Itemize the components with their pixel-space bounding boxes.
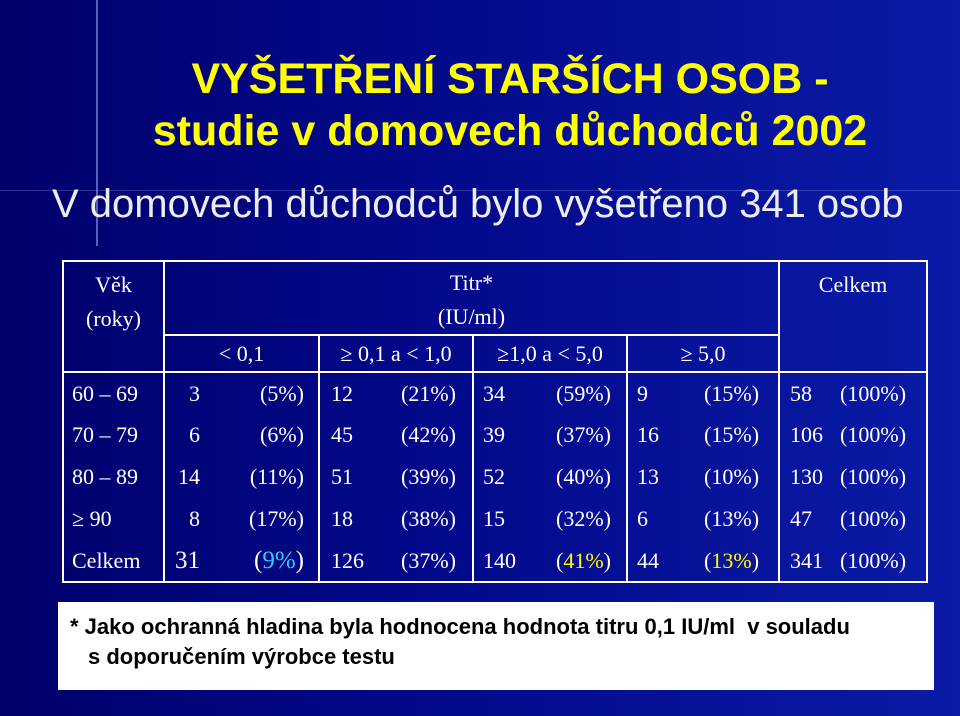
percent-number: 5%	[267, 380, 297, 406]
percent-number: 100%	[847, 380, 899, 406]
paren-open: (	[840, 422, 848, 447]
count-value: 6	[637, 506, 648, 531]
paren-open: (	[556, 506, 564, 531]
percent-value	[556, 548, 611, 574]
paren-close: )	[296, 380, 304, 406]
value-pair	[320, 381, 472, 407]
age-group-label: ≥ 90	[63, 498, 164, 540]
paren-close: )	[603, 380, 611, 406]
value-pair	[165, 464, 318, 490]
paren-close: )	[603, 506, 611, 531]
count-value: 130	[790, 464, 824, 489]
titer-range-header: ≥ 5,0	[627, 335, 779, 372]
value-pair	[165, 422, 318, 448]
paren-close: )	[448, 464, 456, 489]
count-value: 3	[189, 380, 200, 406]
percent-value	[401, 548, 456, 574]
percent-value	[556, 422, 611, 448]
age-group-label: 70 – 79	[63, 414, 164, 456]
paren-close: )	[751, 506, 760, 531]
table-header-row	[63, 261, 927, 335]
table-row	[63, 540, 927, 582]
table-header	[63, 261, 927, 372]
age-header-unit: (roky)	[86, 306, 141, 331]
percent-value	[704, 506, 759, 532]
titer-header-label: Titr*	[449, 270, 494, 295]
table-row	[63, 456, 927, 498]
titer-cell	[627, 372, 779, 414]
paren-close: )	[898, 464, 907, 489]
count-value: 140	[483, 547, 516, 573]
paren-open: (	[704, 547, 712, 573]
percent-number: 37%	[563, 422, 604, 447]
age-group-label: 60 – 69	[63, 372, 164, 414]
paren-close: )	[751, 547, 760, 573]
percent-number: 37%	[408, 547, 449, 573]
titer-cell	[319, 414, 473, 456]
titer-cell	[319, 456, 473, 498]
footnote-line-2: s doporučením výrobce testu	[88, 644, 395, 669]
paren-open: (	[260, 380, 268, 406]
percent-value	[556, 464, 611, 490]
paren-close: )	[898, 422, 907, 447]
value-pair	[474, 506, 626, 532]
paren-open: (	[249, 506, 257, 531]
age-column-header	[63, 261, 164, 372]
titer-cell	[627, 414, 779, 456]
count-value: 12	[331, 380, 353, 406]
titer-cell	[627, 456, 779, 498]
percent-value	[840, 422, 906, 448]
percent-number: 21%	[408, 380, 449, 406]
titer-cell	[473, 456, 627, 498]
slide-title-line-1: VYŠETŘENÍ STARŠÍCH OSOB -	[191, 55, 829, 103]
table-row	[63, 372, 927, 414]
paren-close: )	[898, 547, 907, 573]
percent-number: 42%	[408, 422, 449, 447]
value-pair	[474, 422, 626, 448]
paren-open: (	[401, 422, 409, 447]
titer-cell	[164, 414, 319, 456]
count-value: 58	[790, 380, 813, 406]
titer-cell	[627, 498, 779, 540]
percent-value	[401, 464, 456, 490]
total-column-header: Celkem	[779, 261, 927, 372]
paren-close: )	[448, 380, 456, 406]
paren-open: (	[260, 422, 268, 447]
titer-range-header: < 0,1	[164, 335, 319, 372]
percent-value	[260, 422, 304, 448]
percent-number: 10%	[711, 464, 752, 489]
percent-number: 38%	[408, 506, 449, 531]
paren-open: (	[840, 464, 848, 489]
paren-close: )	[296, 422, 304, 447]
paren-open: (	[840, 380, 848, 406]
value-pair	[628, 548, 778, 574]
titer-range-header: ≥ 0,1 a < 1,0	[319, 335, 473, 372]
paren-open: (	[401, 506, 409, 531]
percent-number: 59%	[563, 380, 604, 406]
count-value: 31	[175, 546, 200, 574]
titer-cell	[473, 540, 627, 582]
age-group-label: 80 – 89	[63, 456, 164, 498]
percent-number: 17%	[256, 506, 297, 531]
paren-open: (	[254, 546, 263, 574]
titer-cell	[473, 498, 627, 540]
paren-open: (	[704, 422, 712, 447]
paren-close: )	[603, 547, 611, 573]
table-row	[63, 498, 927, 540]
percent-number: 6%	[267, 422, 297, 447]
percent-number: 15%	[711, 380, 752, 406]
value-pair	[320, 506, 472, 532]
total-cell	[779, 540, 927, 582]
percent-value	[840, 548, 906, 574]
value-pair	[780, 464, 926, 490]
percent-value	[401, 381, 456, 407]
percent-number: 100%	[847, 422, 899, 447]
value-pair	[780, 381, 926, 407]
value-pair	[474, 548, 626, 574]
paren-close: )	[296, 464, 304, 489]
value-pair	[165, 547, 318, 575]
paren-open: (	[249, 464, 258, 489]
titer-cell	[164, 456, 319, 498]
count-value: 44	[637, 547, 659, 573]
age-header-label: Věk	[95, 272, 132, 297]
percent-value	[840, 381, 906, 407]
count-value: 341	[790, 547, 824, 573]
paren-open: (	[704, 464, 712, 489]
percent-number: 100%	[847, 547, 899, 573]
footnote-box	[58, 602, 934, 690]
percent-value	[704, 381, 759, 407]
percent-value	[401, 422, 456, 448]
paren-open: (	[704, 506, 712, 531]
paren-open: (	[401, 464, 409, 489]
paren-close: )	[751, 380, 760, 406]
percent-number: 13%	[711, 547, 752, 573]
titer-cell	[319, 372, 473, 414]
paren-open: (	[704, 380, 712, 406]
percent-value	[401, 506, 456, 532]
titer-cell	[164, 540, 319, 582]
paren-open: (	[556, 464, 564, 489]
percent-value	[254, 547, 304, 575]
paren-open: (	[556, 422, 564, 447]
count-value: 16	[637, 422, 659, 447]
paren-open: (	[840, 506, 848, 531]
titer-cell	[473, 414, 627, 456]
titer-header-unit: (IU/ml)	[437, 304, 506, 329]
total-cell	[779, 414, 927, 456]
percent-value	[556, 506, 611, 532]
value-pair	[165, 381, 318, 407]
paren-close: )	[898, 380, 907, 406]
table-body	[63, 372, 927, 582]
count-value: 51	[331, 464, 353, 489]
percent-number: 15%	[711, 422, 752, 447]
count-value: 47	[790, 506, 813, 531]
value-pair	[628, 381, 778, 407]
percent-number: 9%	[262, 546, 296, 574]
count-value: 45	[331, 422, 353, 447]
paren-close: )	[295, 546, 304, 574]
percent-value	[249, 506, 304, 532]
percent-number: 100%	[847, 506, 899, 531]
count-value: 106	[790, 422, 824, 447]
value-pair	[320, 422, 472, 448]
value-pair	[474, 464, 626, 490]
percent-number: 39%	[408, 464, 449, 489]
paren-close: )	[603, 464, 611, 489]
paren-open: (	[401, 380, 409, 406]
titer-cell	[164, 498, 319, 540]
percent-number: 11%	[257, 464, 297, 489]
percent-value	[260, 381, 304, 407]
percent-number: 40%	[563, 464, 604, 489]
paren-open: (	[556, 380, 564, 406]
percent-value	[840, 506, 906, 532]
percent-value	[556, 381, 611, 407]
age-group-label: Celkem	[63, 540, 164, 582]
paren-open: (	[556, 547, 564, 573]
titer-cell	[164, 372, 319, 414]
value-pair	[165, 506, 318, 532]
results-table	[62, 260, 928, 583]
value-pair	[474, 381, 626, 407]
value-pair	[628, 422, 778, 448]
percent-value	[704, 422, 759, 448]
paren-close: )	[751, 422, 760, 447]
count-value: 8	[189, 506, 200, 531]
percent-number: 41%	[563, 547, 604, 573]
paren-open: (	[840, 547, 848, 573]
paren-open: (	[401, 547, 409, 573]
percent-number: 100%	[847, 464, 899, 489]
percent-value	[704, 464, 759, 490]
percent-value	[250, 464, 304, 490]
percent-value	[704, 548, 759, 574]
titer-cell	[319, 498, 473, 540]
titer-cell	[473, 372, 627, 414]
value-pair	[628, 506, 778, 532]
titer-column-header	[164, 261, 779, 335]
slide-subtitle: V domovech důchodců bylo vyšetřeno 341 osob	[52, 182, 904, 226]
footnote-line-1: * Jako ochranná hladina byla hodnocena hodnota titru 0,1 IU/ml v souladu	[70, 614, 850, 639]
percent-number: 13%	[711, 506, 752, 531]
value-pair	[628, 464, 778, 490]
paren-close: )	[898, 506, 907, 531]
titer-range-header: ≥1,0 a < 5,0	[473, 335, 627, 372]
table-row	[63, 414, 927, 456]
paren-close: )	[751, 464, 760, 489]
count-value: 14	[178, 464, 200, 489]
paren-close: )	[448, 506, 456, 531]
count-value: 6	[189, 422, 200, 447]
value-pair	[780, 506, 926, 532]
count-value: 126	[331, 547, 364, 573]
total-cell	[779, 372, 927, 414]
titer-cell	[319, 540, 473, 582]
count-value: 15	[483, 506, 505, 531]
paren-close: )	[603, 422, 611, 447]
titer-cell	[627, 540, 779, 582]
count-value: 18	[331, 506, 353, 531]
count-value: 13	[637, 464, 659, 489]
total-cell	[779, 498, 927, 540]
count-value: 52	[483, 464, 505, 489]
percent-number: 32%	[563, 506, 604, 531]
percent-value	[840, 464, 906, 490]
count-value: 34	[483, 380, 505, 406]
value-pair	[320, 548, 472, 574]
count-value: 9	[637, 380, 648, 406]
total-cell	[779, 456, 927, 498]
value-pair	[320, 464, 472, 490]
count-value: 39	[483, 422, 505, 447]
paren-close: )	[296, 506, 304, 531]
value-pair	[780, 422, 926, 448]
value-pair	[780, 548, 926, 574]
paren-close: )	[448, 422, 456, 447]
slide-title-line-2: studie v domovech důchodců 2002	[152, 107, 868, 155]
paren-close: )	[448, 547, 456, 573]
